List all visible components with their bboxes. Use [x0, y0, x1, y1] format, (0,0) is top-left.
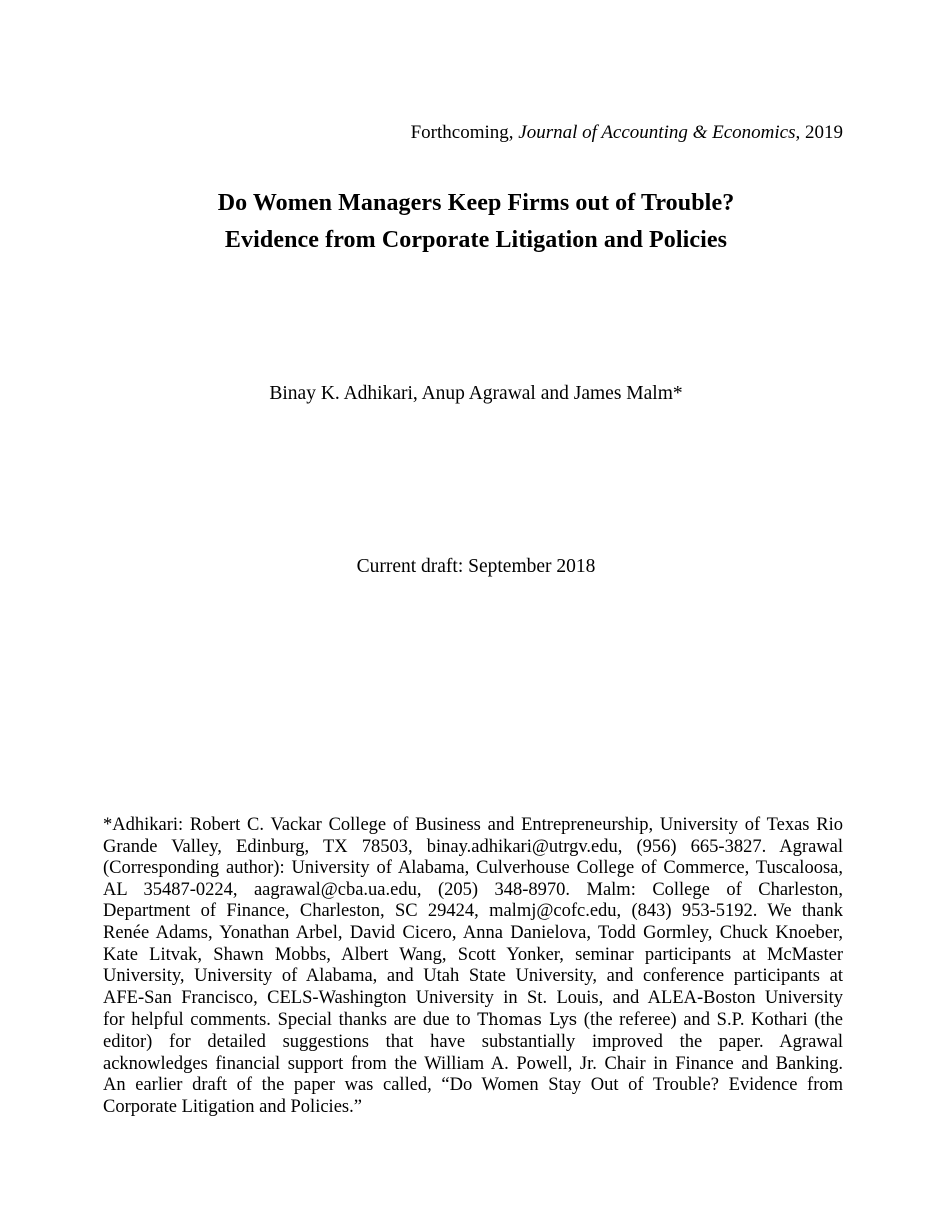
author-line: Binay K. Adhikari, Anup Agrawal and James Malm* — [269, 383, 683, 404]
footnote-line: University, University of Alabama, and Utah State University, and conference participants at — [103, 966, 843, 987]
paper-title-line-2: Evidence from Corporate Litigation and Policies — [224, 227, 728, 253]
forthcoming-prefix: Forthcoming, — [410, 122, 519, 143]
footnote-text — [103, 815, 843, 1118]
forthcoming-suffix: , 2019 — [795, 122, 843, 143]
footnote-line: acknowledges financial support from the William A. Powell, Jr. Chair in Finance and Banking. — [103, 1053, 843, 1074]
footnote-line: (Corresponding author): University of Alabama, Culverhouse College of Commerce, Tuscaloosa, — [103, 858, 843, 879]
footnote-line: AL 35487-0224, aagrawal@cba.ua.edu, (205) 348-8970. Malm: College of Charleston, — [103, 879, 843, 900]
forthcoming-note — [104, 122, 843, 144]
alt-font-phrase: Thomas Lys — [477, 1010, 578, 1030]
paper-title-line-1: Do Women Managers Keep Firms out of Trouble? — [217, 190, 735, 216]
footnote-line: for helpful comments. Special thanks are due to Thomas Lys (the referee) and S.P. Kothari (the — [103, 1010, 844, 1031]
footnote-line: Renée Adams, Yonathan Arbel, David Cicero, Anna Danielova, Todd Gormley, Chuck Knoeber, — [103, 922, 843, 943]
footnote-line: Grande Valley, Edinburg, TX 78503, binay.adhikari@utrgv.edu, (956) 665-3827. Agrawal — [103, 836, 843, 857]
paper-title — [0, 185, 952, 259]
journal-name: Journal of Accounting & Economics — [518, 122, 796, 143]
footnote-line: Department of Finance, Charleston, SC 29424, malmj@cofc.edu, (843) 953-5192. We thank — [103, 901, 843, 922]
draft-date: Current draft: September 2018 — [356, 556, 596, 577]
footnote-line: AFE-San Francisco, CELS-Washington University in St. Louis, and ALEA-Boston University — [103, 987, 843, 1008]
footnote-line: An earlier draft of the paper was called, “Do Women Stay Out of Trouble? Evidence from — [103, 1075, 843, 1096]
footnote-line: Corporate Litigation and Policies.” — [103, 1096, 362, 1117]
footnote-line: Kate Litvak, Shawn Mobbs, Albert Wang, Scott Yonker, seminar participants at McMaster — [103, 944, 843, 965]
footnote-line: editor) for detailed suggestions that have substantially improved the paper. Agrawal — [103, 1031, 843, 1052]
footnote-line: *Adhikari: Robert C. Vackar College of Business and Entrepreneurship, University of Texas Rio — [103, 815, 843, 835]
